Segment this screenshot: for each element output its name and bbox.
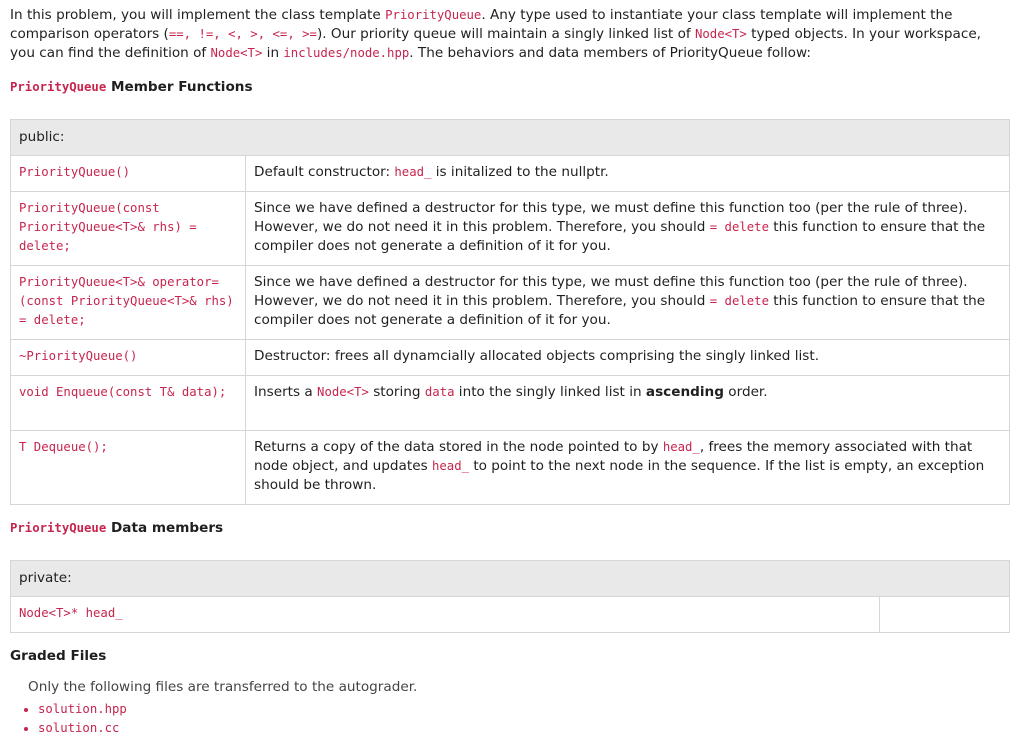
desc-text: , frees the memory associated with that node object, and updates [254,439,973,474]
data-member: Node<T>* head_ [11,597,880,633]
table-row [11,340,1010,376]
intro-text: . Any type used to instantiate your class template will implement the comparison operators ( [10,7,953,42]
desc-text: storing [368,384,425,400]
heading-text: Data members [106,520,224,536]
section-label: private: [11,561,1010,597]
table-header-row [11,561,1010,597]
function-description [246,266,1010,340]
intro-paragraph [10,6,1010,63]
intro-text: typed objects. In your workspace, you can find the definition of [10,26,982,61]
heading-code: PriorityQueue [10,521,107,535]
emphasis-text: ascending [645,384,724,400]
desc-text: Since we have defined a destructor for this type, we must define this function too (per the rule of three). However, we do not need it in this problem. Therefore, you should [254,200,968,235]
desc-text: Default constructor: [254,164,395,180]
function-description: Destructor: frees all dynamcially allocated objects comprising the singly linked list. [246,340,1010,376]
desc-text: is initalized to the nullptr. [431,164,609,180]
desc-text: this function to ensure that the compiler does not generate a definition of it for you. [254,293,986,328]
inline-code: = delete [709,220,769,234]
inline-code: data [424,385,455,399]
desc-text: this function to ensure that the compiler does not generate a definition of it for you. [254,219,986,254]
function-signature: PriorityQueue() [11,156,246,192]
inline-code: = delete [709,294,769,308]
table-row [11,597,1010,633]
table-row [11,376,1010,431]
table-row [11,192,1010,266]
function-signature: PriorityQueue<T>& operator=(const PriorityQueue<T>& rhs) = delete; [11,266,246,340]
intro-text: in [262,45,284,61]
function-description [246,376,1010,431]
function-signature: void Enqueue(const T& data); [11,376,246,431]
inline-code: Node<T> [210,46,263,60]
inline-code: head_ [662,440,700,454]
intro-text: ). Our priority queue will maintain a singly linked list of [316,26,695,42]
desc-text: into the singly linked list in [454,384,646,400]
member-functions-heading [10,78,1010,97]
desc-text: Inserts a [254,384,318,400]
inline-code: Node<T> [695,27,747,41]
graded-files-list [10,700,1010,738]
table-header-row [11,120,1010,156]
data-members-table [10,560,1010,633]
intro-text: . The behaviors and data members of PriorityQueue follow: [409,45,811,61]
graded-files-description: Only the following files are transferred to the autograder. [28,679,418,695]
list-item: • solution.cc [38,719,1010,738]
list-item: • solution.hpp [38,700,1010,719]
function-signature: ~PriorityQueue() [11,340,246,376]
function-description [246,192,1010,266]
graded-files-heading: Graded Files [10,648,107,664]
empty-cell [880,597,1010,633]
function-description [246,156,1010,192]
desc-text: Returns a copy of the data stored in the node pointed to by [254,439,663,455]
function-description [246,431,1010,505]
table-row [11,266,1010,340]
inline-code: includes/node.hpp [283,46,410,60]
inline-code: head_ [431,459,470,473]
inline-code: ==, !=, <, >, <=, >= [168,27,317,41]
inline-code: Node<T> [317,385,369,399]
table-row [11,156,1010,192]
member-functions-table [10,119,1010,505]
function-signature: PriorityQueue(const PriorityQueue<T>& rhs) = delete; [11,192,246,266]
intro-text: In this problem, you will implement the class template [10,7,386,23]
desc-text: order. [723,384,768,400]
heading-code: PriorityQueue [10,80,107,94]
heading-text: Member Functions [106,79,253,95]
data-members-heading [10,519,1010,538]
inline-code: PriorityQueue [385,8,482,22]
function-signature: T Dequeue(); [11,431,246,505]
inline-code: head_ [394,165,432,179]
desc-text: to point to the next node in the sequence. If the list is empty, an exception should be thrown. [254,458,985,493]
desc-text: Since we have defined a destructor for this type, we must define this function too (per the rule of three). However, we do not need it in this problem. Therefore, you should [254,274,968,309]
table-row [11,431,1010,505]
section-label: public: [11,120,1010,156]
